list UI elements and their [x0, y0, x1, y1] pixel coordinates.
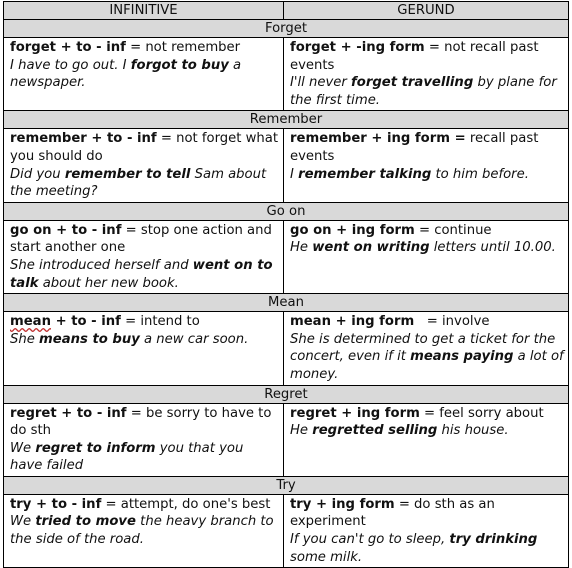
section-title: Try: [4, 476, 569, 494]
pattern: forget + to - inf: [10, 40, 126, 55]
pattern: remember + ing form =: [290, 131, 466, 147]
meaning: = stop one action and start another one: [10, 222, 277, 256]
example-text: his house.: [437, 423, 509, 439]
infinitive-cell: [4, 312, 284, 385]
section-content-row-try: [4, 494, 569, 567]
grammar-table: [3, 1, 569, 568]
infinitive-cell: [4, 220, 284, 293]
example-text: about her new book.: [38, 275, 179, 291]
highlighted-phrase: regretted selling: [312, 423, 438, 439]
example-text: He: [290, 423, 313, 439]
infinitive-cell: [4, 129, 284, 202]
meaning: = intend to: [120, 314, 200, 330]
infinitive-column-header: INFINITIVE: [4, 2, 284, 20]
section-header-row-mean: [4, 294, 569, 312]
highlighted-phrase: forgot to buy: [130, 57, 229, 73]
section-header-row-regret: [4, 385, 569, 403]
infinitive-rule: [10, 130, 283, 165]
section-header-row-go-on: [4, 202, 569, 220]
section-header-row-try: [4, 476, 569, 494]
example-text: the heavy branch to the side of the road.: [10, 514, 274, 548]
highlighted-phrase: remember talking: [298, 166, 432, 182]
section-header-row-remember: [4, 111, 569, 129]
pattern: try + ing form: [290, 496, 395, 512]
meaning: = be sorry to have to do sth: [10, 405, 276, 439]
example-text: a newspaper.: [10, 57, 242, 91]
section-title: Remember: [4, 111, 569, 129]
infinitive-rule: [10, 405, 279, 440]
infinitive-rule: [10, 222, 279, 257]
example-text: Sam about the meeting?: [10, 166, 267, 200]
highlighted-phrase: forget travelling: [351, 75, 474, 91]
example-text: to him before.: [431, 166, 529, 182]
highlighted-phrase: try drinking: [449, 532, 538, 548]
meaning: = attempt, do one's best: [101, 496, 271, 512]
section-title: Forget: [4, 20, 569, 38]
section-title: Regret: [4, 385, 569, 403]
example-text: She is determined to get a ticket for the concert, even if it: [290, 331, 556, 365]
pattern: go on + ing form: [290, 222, 415, 238]
gerund-rule: [290, 313, 564, 331]
gerund-cell: [284, 38, 569, 111]
example-text: a new car soon.: [139, 331, 249, 347]
gerund-example: [290, 422, 564, 440]
gerund-example: [290, 239, 564, 257]
highlighted-phrase: tried to move: [35, 514, 136, 530]
infinitive-example: [10, 257, 279, 292]
meaning: = do sth as an experiment: [290, 496, 500, 530]
example-text: letters until 10.00.: [429, 240, 556, 256]
infinitive-rule: [10, 496, 279, 514]
gerund-rule: [290, 222, 564, 240]
section-title: Go on: [4, 202, 569, 220]
section-content-row-go-on: [4, 220, 569, 293]
gerund-cell: [284, 312, 569, 385]
meaning: = not forget what you should do: [10, 131, 283, 164]
example-text: I have to go out. I: [10, 57, 131, 73]
example-text: She introduced herself and: [10, 257, 193, 273]
section-header-row-forget: [4, 20, 569, 38]
infinitive-cell: [4, 403, 284, 476]
gerund-rule: [290, 405, 564, 423]
infinitive-rule: [10, 39, 279, 57]
example-text: We: [10, 440, 36, 456]
table-body: [4, 20, 569, 568]
gerund-example: [290, 331, 564, 384]
example-text: by plane for the first time.: [290, 75, 557, 108]
infinitive-rule: [10, 313, 279, 331]
gerund-cell: [284, 220, 569, 293]
infinitive-example: [10, 440, 279, 475]
meaning: = not recall past events: [290, 40, 543, 73]
pattern: go on + to - inf: [10, 222, 122, 238]
spellcheck-underline: mean: [10, 314, 51, 330]
example-text: He: [290, 240, 313, 256]
gerund-example: [290, 531, 564, 566]
gerund-cell: [284, 403, 569, 476]
gerund-cell: [284, 494, 569, 567]
meaning: = continue: [414, 222, 492, 238]
example-text: I: [290, 166, 299, 182]
pattern: regret + to - inf: [10, 405, 127, 421]
example-text: some milk.: [290, 549, 363, 565]
gerund-example: [290, 166, 564, 184]
infinitive-example: [10, 166, 279, 201]
section-content-row-mean: [4, 312, 569, 385]
gerund-example: [290, 74, 564, 109]
highlighted-phrase: means paying: [410, 349, 514, 365]
pattern: forget + -ing form: [290, 40, 425, 55]
highlighted-phrase: regret to inform: [35, 440, 156, 456]
gerund-column-header: GERUND: [284, 2, 569, 20]
section-title: Mean: [4, 294, 569, 312]
highlighted-phrase: went on to talk: [10, 257, 273, 291]
pattern: mean + ing form: [290, 314, 415, 330]
meaning: = feel sorry about: [419, 405, 544, 421]
example-text: We: [10, 514, 36, 530]
gerund-rule: [290, 496, 564, 531]
column-header-row: [4, 2, 569, 20]
infinitive-cell: [4, 494, 284, 567]
infinitive-example: [10, 513, 279, 548]
infinitive-example: [10, 57, 279, 92]
gerund-rule: [290, 130, 564, 165]
highlighted-phrase: went on writing: [312, 240, 430, 256]
example-text: I'll never: [290, 75, 352, 91]
pattern: remember + to - inf: [10, 131, 157, 147]
infinitive-cell: [4, 38, 284, 111]
meaning: = involve: [414, 314, 490, 330]
section-content-row-regret: [4, 403, 569, 476]
example-text: Did you: [10, 166, 65, 182]
gerund-cell: [284, 129, 569, 202]
highlighted-phrase: means to buy: [39, 331, 140, 347]
highlighted-phrase: remember to tell: [64, 166, 191, 182]
gerund-rule: [290, 39, 564, 74]
pattern: mean + to - inf: [10, 314, 121, 330]
infinitive-example: [10, 331, 279, 349]
meaning: = not remember: [125, 40, 241, 55]
example-text: you that you have failed: [10, 440, 244, 474]
section-content-row-remember: [4, 129, 569, 202]
section-content-row-forget: [4, 38, 569, 111]
example-text: She: [10, 331, 40, 347]
example-text: If you can't go to sleep,: [290, 532, 450, 548]
example-text: a lot of money.: [290, 349, 564, 382]
pattern: regret + ing form: [290, 405, 420, 421]
meaning: recall past events: [290, 131, 543, 164]
pattern: try + to - inf: [10, 496, 102, 512]
